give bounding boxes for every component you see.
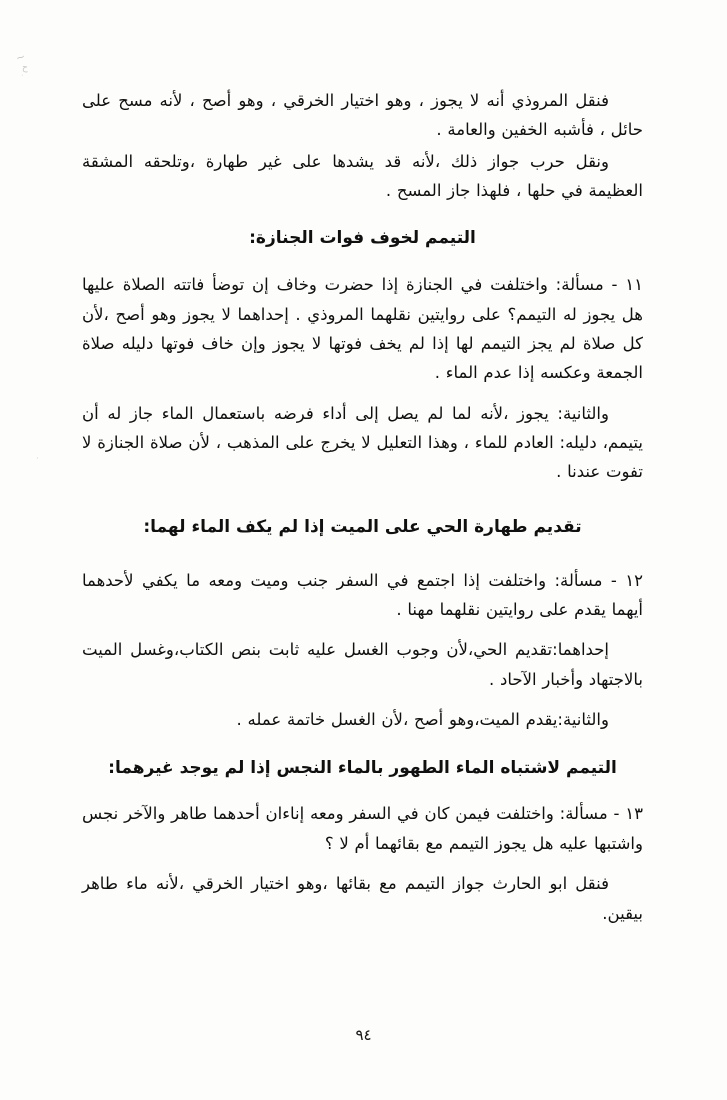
spacer <box>82 860 643 869</box>
paragraph: ونقل حرب جواز ذلك ،لأنه قد يشدها على غير طهارة ،وتلحقه المشقة العظيمة في حلها ، فلهذا جاز المسح . <box>82 151 643 201</box>
paragraph: فنقل ابو الحارث جواز التيمم مع بقائها ،وهو اختيار الخرقي ،لأنه ماء طاهر بيقين. <box>82 874 643 923</box>
spacer <box>82 253 643 270</box>
scan-artifact-icon: . <box>17 69 25 78</box>
paragraph: والثانية:يقدم الميت،وهو أصح ،لأن الغسل خاتمة عمله . <box>236 710 609 730</box>
spacer <box>82 390 643 399</box>
spacer <box>82 207 643 224</box>
scan-artifact-icon: · <box>36 454 39 464</box>
paragraph: والثانية: يجوز ،لأنه لما لم يصل إلى أداء فرضه باستعمال الماء جاز له أن يتيمم، دليله: العادم للماء ، وهذا التعليل لا يخرج على المذهب ، لأن صلاة الجنازة لا تفوت عندنا . <box>82 403 643 482</box>
spacer <box>82 737 643 754</box>
spacer <box>82 782 643 799</box>
scan-artifact-icon: ح <box>21 62 29 74</box>
page-number: ٩٤ <box>355 1026 372 1044</box>
spacer <box>82 489 643 513</box>
spacer <box>82 542 643 566</box>
paragraph: ١٣ - مسألة: واختلفت فيمن كان في السفر ومعه إناءان أحدهما طاهر والآخر نجس واشتبها عليه هل يجوز التيمم مع بقائهما أم لا ؟ <box>82 804 643 853</box>
spacer <box>82 696 643 705</box>
paragraph: ١١ - مسألة: واختلفت في الجنازة إذا حضرت وخاف إن توضأ فاتته الصلاة عليها هل يجوز له التيمم؟ على روايتين نقلهما المروذي . إحداهما لا يجوز وهو أصح ،لأن كل صلاة لم يجز التيمم لها إذا لم يخف فوتها لا يجوز وإن خاف فوتها دليله صلاة الجمعة وعكسه إذا عدم الماء . <box>82 275 643 383</box>
section-heading: تقديم طهارة الحي على الميت إذا لم يكف الماء لهما: <box>143 516 582 537</box>
spacer <box>82 626 643 635</box>
page-body <box>82 86 643 930</box>
paragraph: إحداهما:تقديم الحي،لأن وجوب الغسل عليه ثابت بنص الكتاب،وغسل الميت بالاجتهاد وأخبار الآحاد . <box>82 640 643 689</box>
section-heading: التيمم لخوف فوات الجنازة: <box>249 228 476 249</box>
scan-artifact-icon: ~ <box>14 50 27 65</box>
paragraph: ١٢ - مسألة: واختلفت إذا اجتمع في السفر جنب وميت ومعه ما يكفي لأحدهما أيهما يقدم على روايتين نقلهما مهنا . <box>82 570 643 620</box>
paragraph: فنقل المروذي أنه لا يجوز ، وهو اختيار الخرقي ، وهو أصح ، لأنه مسح على حائل ، فأشبه الخفين والعامة . <box>82 91 643 140</box>
section-heading: التيمم لاشتباه الماء الطهور بالماء النجس إذا لم يوجد غيرهما: <box>108 757 617 778</box>
